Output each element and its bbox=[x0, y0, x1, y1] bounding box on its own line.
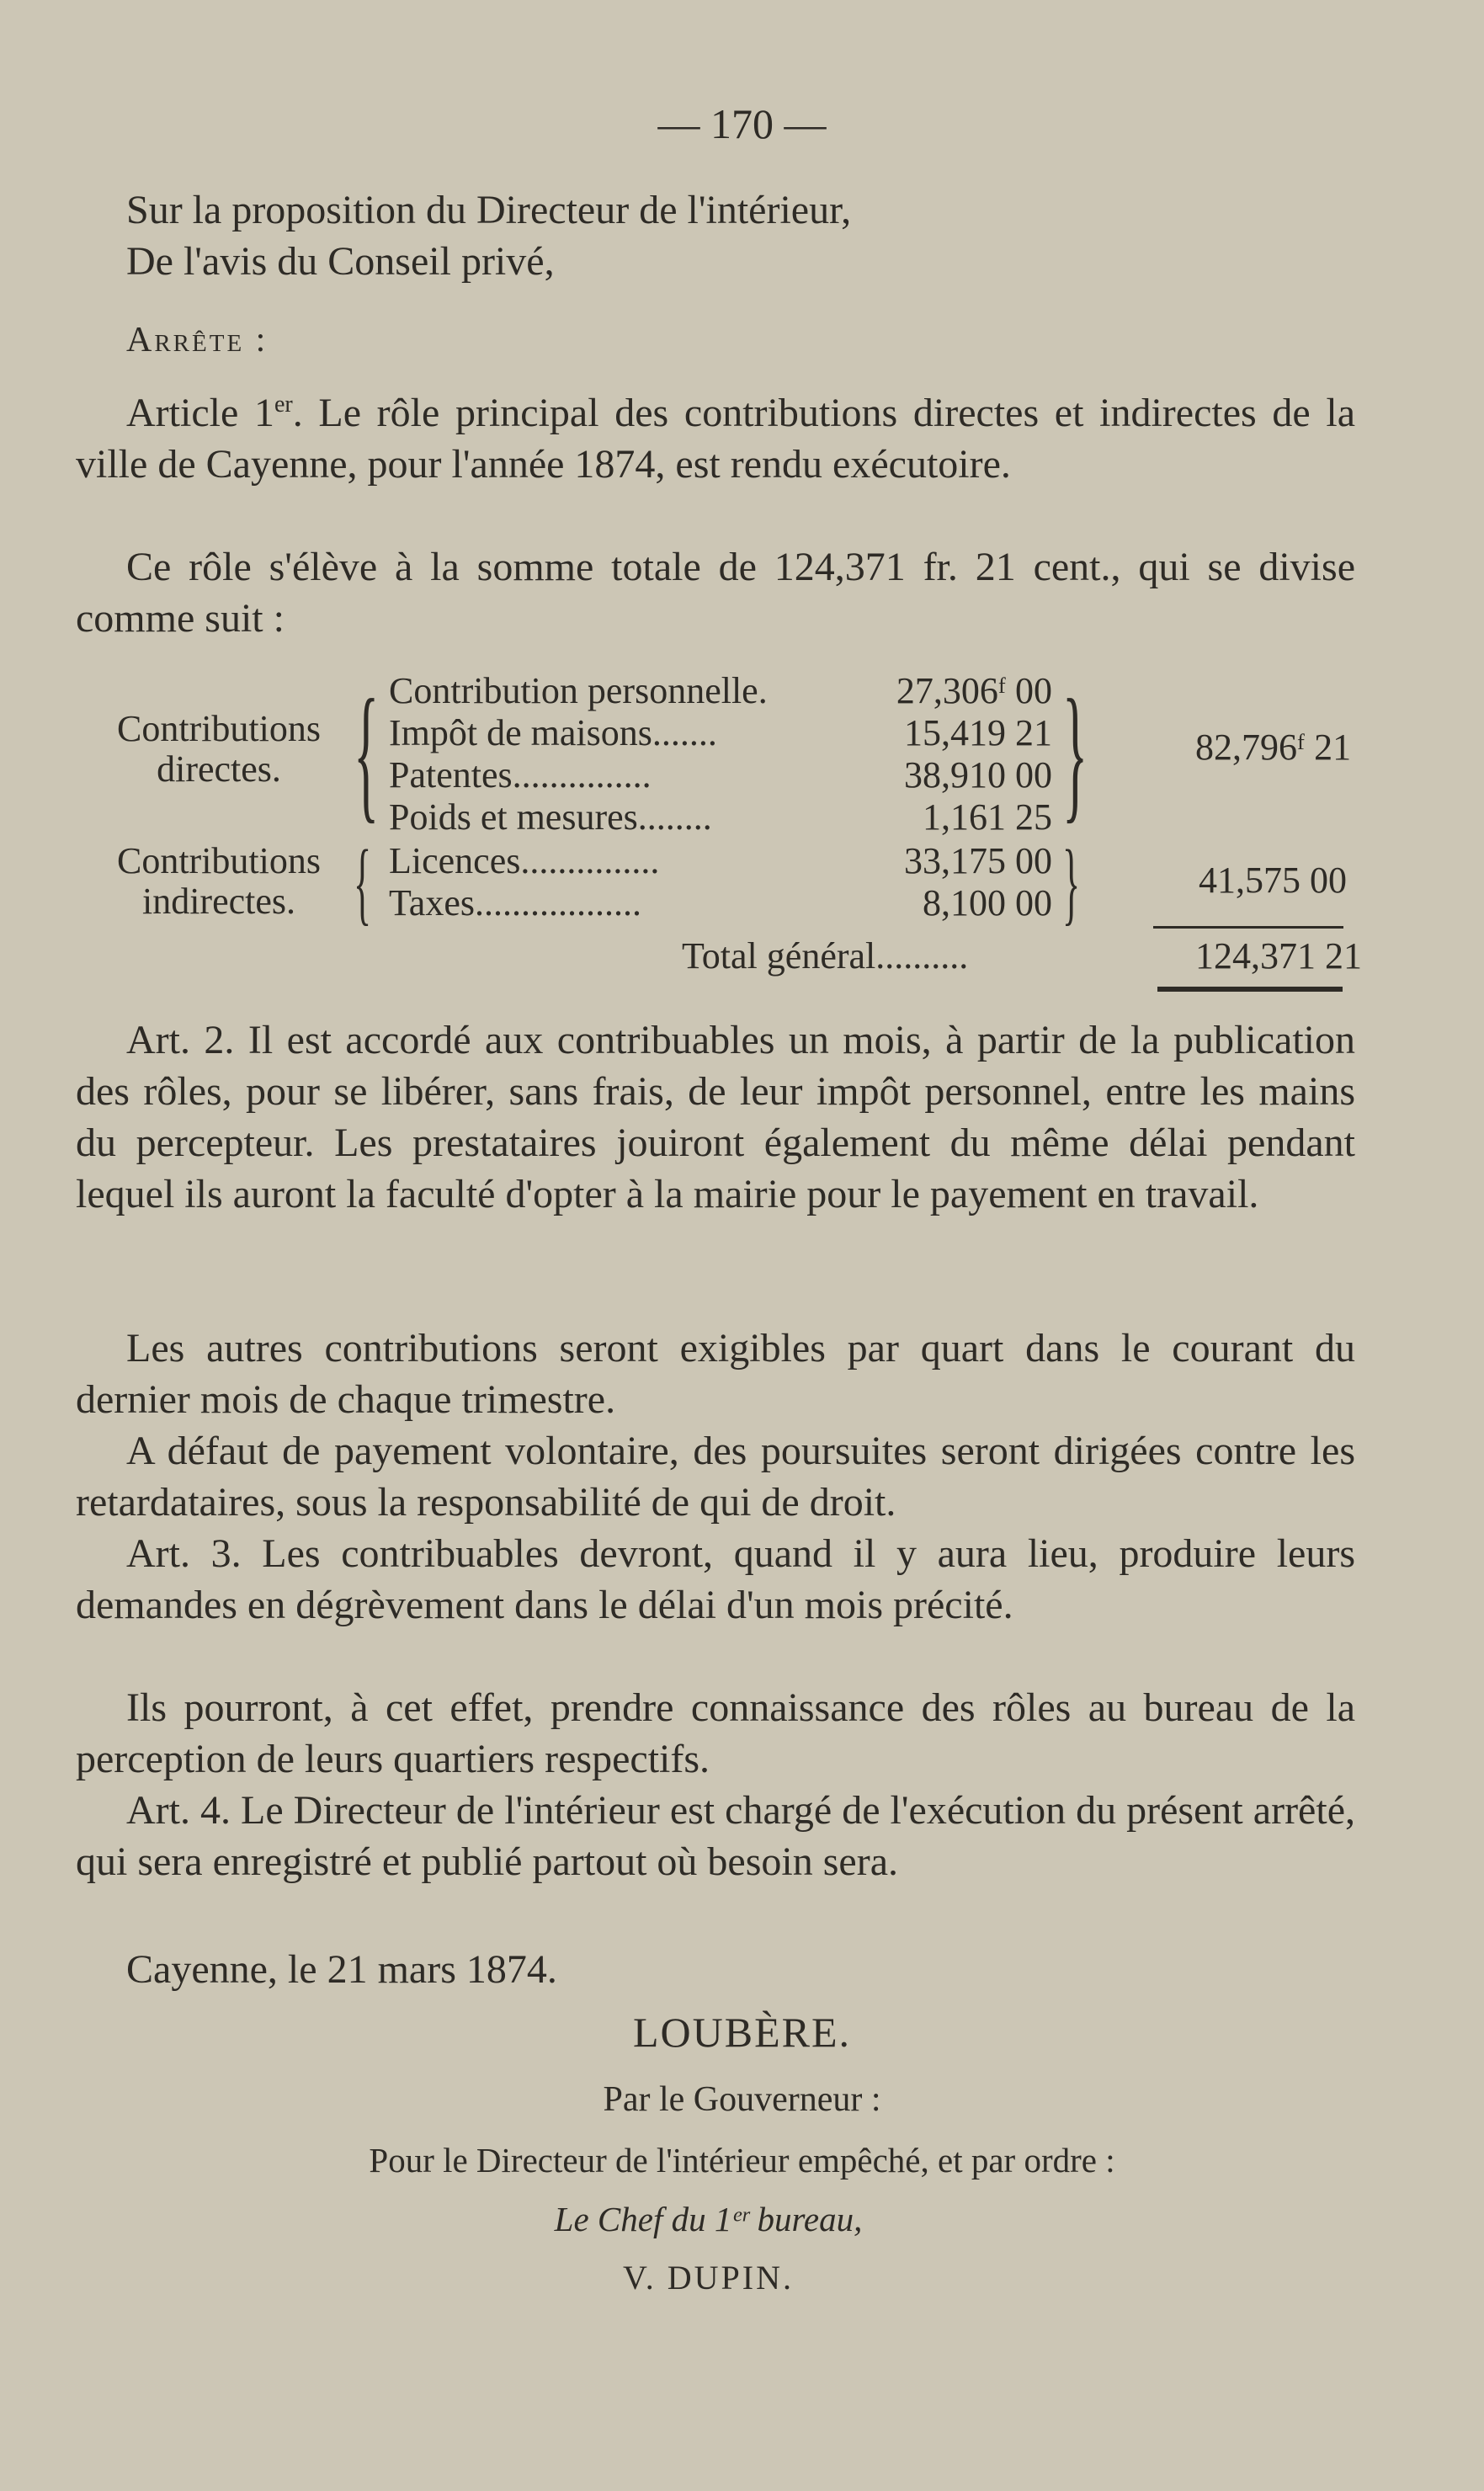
brace-left-directes: { bbox=[354, 668, 380, 836]
article-2-p2: Les autres contributions seront exigibles par quart dans le courant du dernier mois de chaque trimestre. bbox=[76, 1326, 1355, 1422]
directes-total: 82,796ᶠ 21 bbox=[1195, 727, 1352, 768]
article-2-p3: A défaut de payement volontaire, des poursuites seront dirigées contre les retardataires, sous la responsabilité de qui de droit. bbox=[76, 1429, 1355, 1525]
page-number: — 170 — bbox=[657, 100, 827, 147]
article-2-p1: Art. 2. Il est accordé aux contribuables un mois, à partir de la publication des rôles, pour se libérer, sans frais, de leur impôt personnel, entre les mains du percepteur. Les prestataires jouiront également du même délai pendant lequel ils auront la faculté d'opter à la mairie pour le payement en travail. bbox=[76, 1018, 1355, 1216]
intro-line-1: Sur la proposition du Directeur de l'intérieur, bbox=[126, 188, 852, 232]
closing-date: Cayenne, le 21 mars 1874. bbox=[126, 1947, 557, 1992]
article-3-p2: Ils pourront, à cet effet, prendre connaissance des rôles au bureau de la perception de leurs quartiers respectifs. bbox=[76, 1685, 1355, 1781]
total-value: 124,371 21 bbox=[1195, 935, 1362, 977]
article-1-label: Article 1 bbox=[126, 391, 274, 435]
article-1-text: . Le rôle principal des contributions directes et indirectes de la ville de Cayenne, pour l'année 1874, est rendu exécutoire. bbox=[76, 391, 1355, 487]
directes-value-3: 38,910 00 bbox=[904, 754, 1052, 796]
par-le-gouverneur: Par le Gouverneur : bbox=[603, 2080, 881, 2119]
indirectes-value-2: 8,100 00 bbox=[923, 882, 1052, 923]
directes-value-4: 1,161 25 bbox=[923, 796, 1052, 838]
indirectes-label-1: Contributions bbox=[116, 840, 322, 881]
indirectes-value-1: 33,175 00 bbox=[904, 840, 1052, 881]
indirectes-item-2: Taxes.................. bbox=[389, 882, 641, 923]
chef-du-bureau: Le Chef du 1ᵉʳ bureau, bbox=[554, 2200, 863, 2238]
directes-item-3: Patentes............... bbox=[389, 754, 652, 796]
directes-item-1: Contribution personnelle. bbox=[389, 670, 768, 711]
article-1-para-2: Ce rôle s'élève à la somme totale de 124,371 fr. 21 cent., qui se divise comme suit : bbox=[76, 545, 1355, 641]
signature: LOUBÈRE. bbox=[632, 2009, 852, 2056]
subtotal-rule bbox=[1153, 926, 1343, 929]
article-1-sup: er bbox=[274, 391, 293, 418]
brace-left-indirectes: { bbox=[354, 831, 372, 934]
article-3-p1: Art. 3. Les contribuables devront, quand il y aura lieu, produire leurs demandes en dégrèvement dans le délai d'un mois précité. bbox=[76, 1531, 1355, 1627]
pour-le-directeur: Pour le Directeur de l'intérieur empêché, et par ordre : bbox=[369, 2141, 1115, 2180]
directes-label-1: Contributions bbox=[116, 708, 322, 749]
indirectes-label-2: indirectes. bbox=[141, 881, 296, 922]
brace-right-directes: } bbox=[1062, 668, 1088, 836]
dupin-signature: V. DUPIN. bbox=[623, 2259, 794, 2297]
arrete-heading: Arrête : bbox=[126, 321, 269, 359]
directes-value-2: 15,419 21 bbox=[904, 712, 1052, 753]
total-label: Total général.......... bbox=[682, 935, 969, 977]
article-4: Art. 4. Le Directeur de l'intérieur est chargé de l'exécution du présent arrêté, qui sera enregistré et publié partout où besoin sera. bbox=[76, 1788, 1355, 1884]
indirectes-item-1: Licences............... bbox=[389, 840, 660, 881]
directes-label-2: directes. bbox=[157, 748, 281, 790]
directes-item-2: Impôt de maisons....... bbox=[389, 712, 717, 753]
brace-right-indirectes: } bbox=[1062, 831, 1081, 934]
total-rule bbox=[1157, 987, 1343, 992]
intro-line-2: De l'avis du Conseil privé, bbox=[126, 239, 555, 284]
article-1 bbox=[76, 387, 1355, 490]
directes-value-1: 27,306ᶠ 00 bbox=[896, 670, 1052, 711]
indirectes-total: 41,575 00 bbox=[1199, 860, 1347, 901]
directes-item-4: Poids et mesures........ bbox=[389, 796, 712, 838]
